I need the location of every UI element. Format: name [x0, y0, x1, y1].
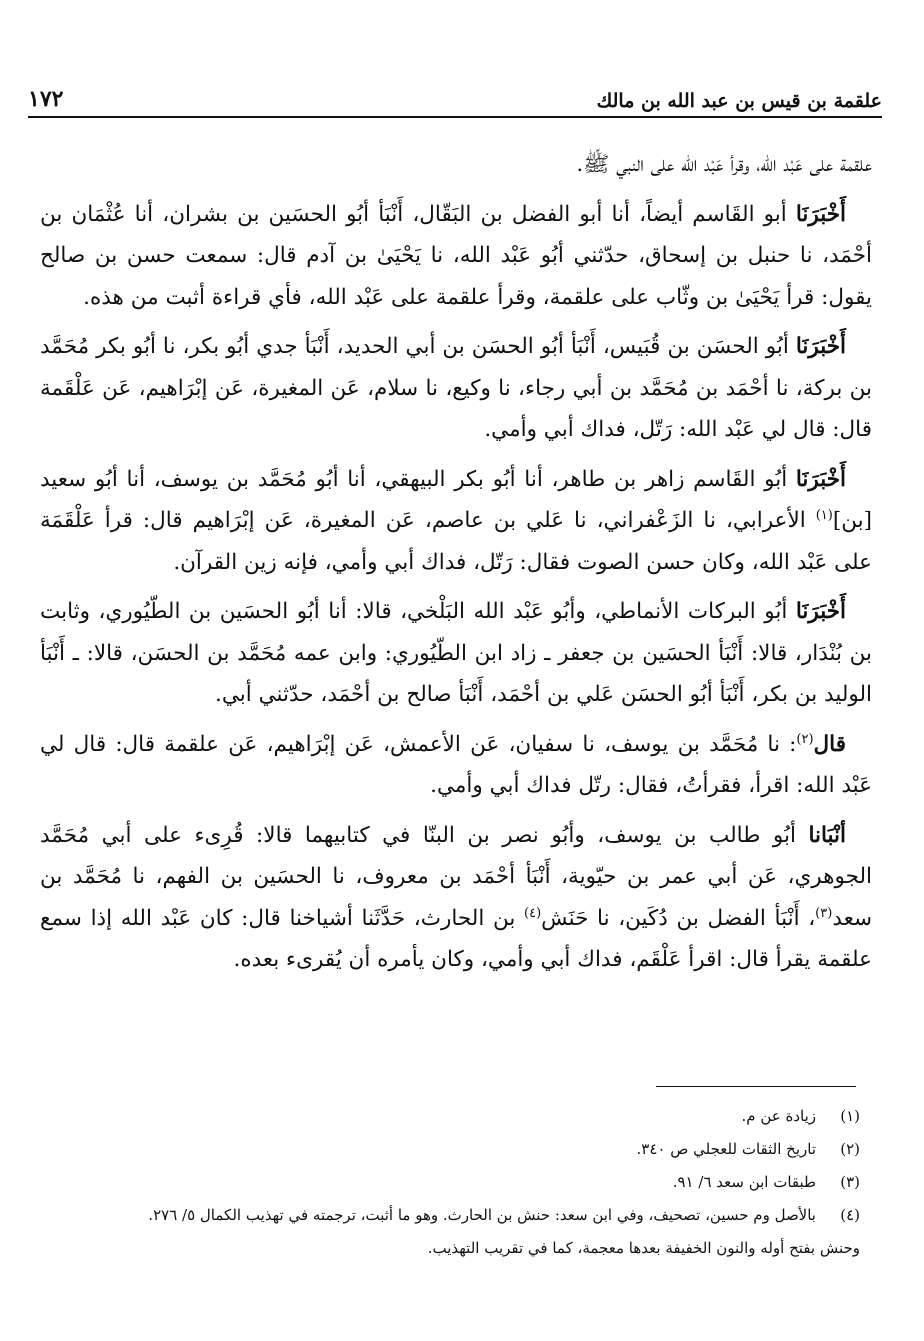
running-title: علقمة بن قيس بن عبد الله بن مالك	[596, 90, 882, 112]
footnote	[46, 1166, 860, 1199]
footnote-continuation: وحنش بفتح أوله والنون الخفيفة بعدها معجمة، كما في تقريب التهذيب.	[427, 1239, 860, 1257]
main-text	[40, 144, 872, 989]
paragraph: أَخْبَرَنَا أبو القَاسم أيضاً، أنا أبو الفضل بن البَقّال، أَنْبَأ أبُو الحسَين بن بشران، أنا عُثْمَان بن أحْمَد، نا حنبل بن إسحاق، حدّثني أبُو عَبْد الله، نا يَحْيَىٰ بن آدم قال: سمعت حسن بن صالح يقول: قرأ يَحْيَىٰ بن وثّاب على علقمة، وقرأ علقمة على عَبْد الله، فأي قراءة أثبت من هذه.	[40, 201, 872, 310]
paragraph: أَخْبَرَنَا أبُو الحسَن بن قُبَيس، أَنْبَأ أبُو الحسَن بن أبي الحديد، أَنْبَأ جدي أبُو بكر، نا أبُو بكر مُحَمَّد بن بركة، نا أحْمَد بن مُحَمَّد بن أبي رجاء، نا وكيع، نا سلام، عَن المغيرة، عَن إبْرَاهيم، عَن عَلْقَمة قال: قال لي عَبْد الله: رَتّل، فداك أبي وأمي.	[40, 334, 872, 442]
footnote-ref[interactable]: (٣)	[815, 905, 833, 921]
keyword: أَخْبَرَنَا	[795, 201, 846, 227]
footnote-text: بالأصل وم حسين، تصحيف، وفي ابن سعد: حنش بن الحارث. وهو ما أثبت، ترجمته في تهذيب الكمال ٥/ ٢٧٦.	[148, 1206, 816, 1224]
footnote-ref[interactable]: (٤)	[524, 905, 542, 921]
paragraph: أَخْبَرَنَا أبُو القَاسم زاهر بن طاهر، أنا أبُو بكر البيهقي، أنا أبُو مُحَمَّد بن يوسف، أنا أبُو سعيد [بن]$^{(١)}$ الأعرابي، نا الزَعْفراني، نا عَلي بن عاصم، عَن المغيرة، عَن إبْرَاهيم قال: قرأ عَلْقَمَة على عَبْد الله، وكان حسن الصوت فقال: رَتّل، فداك أبي وأمي، فإنه زين القرآن.	[40, 466, 872, 575]
footnote-text: طبقات ابن سعد ٦/ ٩١.	[672, 1173, 816, 1191]
keyword: أَخْبَرَنَا	[795, 466, 846, 492]
footnote-number: (١)	[840, 1107, 860, 1125]
footnote-number: (٢)	[840, 1140, 860, 1158]
paragraph: علقمة على عَبْد الله، وقرأ عَبْد الله على النبي ﷺ.	[576, 152, 872, 177]
page-number: ١٧٢	[28, 86, 64, 112]
footnote	[46, 1100, 860, 1133]
paragraph: أنْبَانا أبُو طالب بن يوسف، وأبُو نصر بن البنّا في كتابيهما قالا: قُرِىء على أبي مُحَمَّد الجوهري، عَن أبي عمر بن حيّوية، أَنْبَأ أحْمَد بن معروف، نا الحسَين بن الفهم، نا مُحَمَّد بن سعد$^{(٣)}$، أَنْبَأ الفضل بن دُكَين، نا حَنَش$^{(٤)}$ بن الحارث، حَدَّثَنا أشياخنا قال: كان عَبْد الله إذا سمع علقمة يقرأ قال: اقرأ عَلْقَم، فداك أبي وأمي، وكان يأمره أن يُقرىء بعده.	[40, 822, 872, 972]
paragraph: أَخْبَرَنَا أبُو البركات الأنماطي، وأبُو عَبْد الله البَلْخي، قالا: أنا أبُو الحسَين بن الطّيُوري، وثابت بن بُنْدَار، قالا: أَنْبَأ الحسَين بن جعفر ـ زاد ابن الطّيُوري: وابن عمه مُحَمَّد بن الحسَن، قالا: ـ أَنْبَأ الوليد بن بكر، أَنْبَأ أبُو الحسَن عَلي بن أحْمَد، أَنْبَأ صالح بن أحْمَد، حدّثني أبي.	[40, 599, 872, 707]
keyword: أنْبَانا	[808, 822, 846, 848]
paragraph: قال$^{(٢)}$: نا مُحَمَّد بن يوسف، نا سفيان، عَن الأعمش، عَن إبْرَاهيم، عَن علقمة قال: قال لي عَبْد الله: اقرأ، فقرأتُ، فقال: رتّل فداك أبي وأمي.	[40, 731, 872, 798]
footnote-number: (٤)	[840, 1206, 860, 1224]
keyword: أَخْبَرَنَا	[795, 334, 846, 359]
footnote-text: تاريخ الثقات للعجلي ص ٣٤٠.	[636, 1140, 816, 1158]
footnote-divider	[656, 1086, 856, 1087]
footnote-text: زيادة عن م.	[741, 1107, 816, 1125]
footnote	[46, 1199, 860, 1232]
footnote-number: (٣)	[840, 1173, 860, 1191]
footnotes	[46, 1100, 860, 1265]
footnote-ref[interactable]: (٢)	[796, 731, 814, 747]
keyword: قال	[813, 731, 846, 757]
keyword: أَخْبَرَنَا	[795, 599, 846, 624]
page-header	[28, 84, 882, 118]
footnote	[46, 1133, 860, 1166]
footnote-ref[interactable]: (١)	[815, 507, 833, 523]
